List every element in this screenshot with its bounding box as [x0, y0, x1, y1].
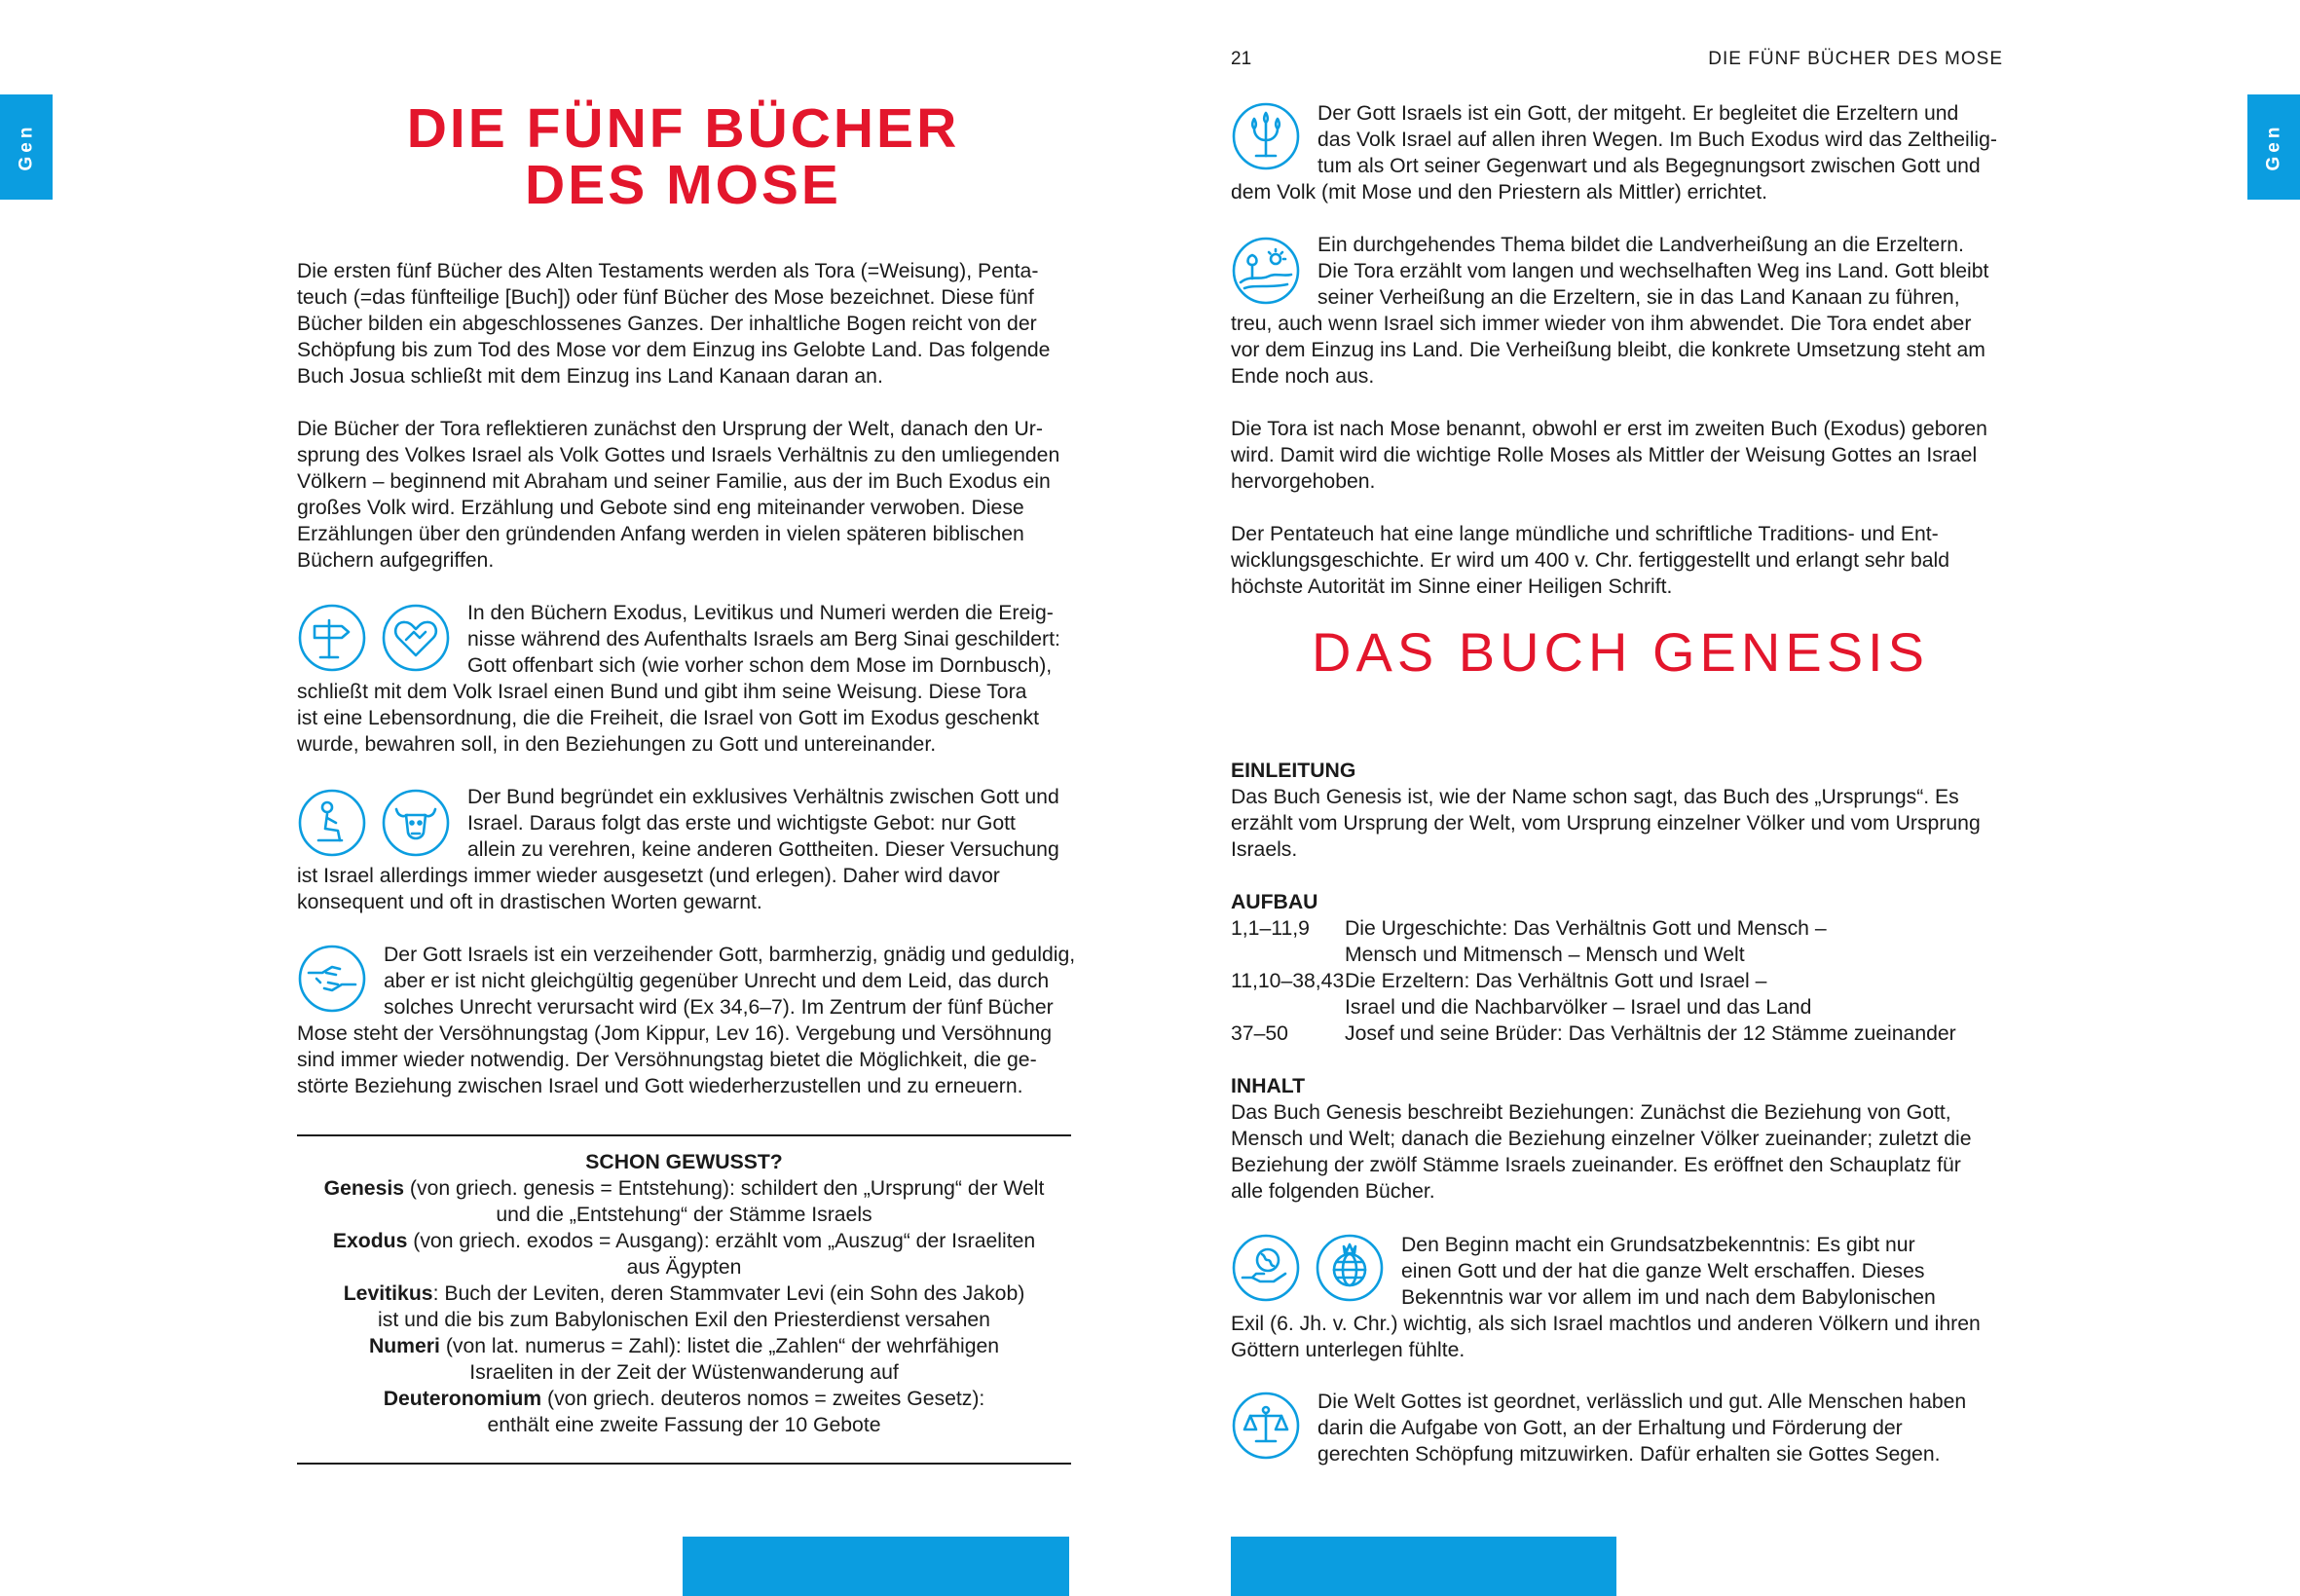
- structure-desc: Die Erzeltern: Das Verhältnis Gott und Israel –: [1345, 970, 1767, 992]
- text-line: Die Tora ist nach Mose benannt, obwohl er erst im zweiten Buch (Exodus) geboren: [1231, 418, 1987, 440]
- section-title-genesis: DAS BUCH GENESIS: [1312, 621, 1929, 683]
- term: Genesis: [323, 1177, 405, 1200]
- box-heading: SCHON GEWUSST?: [585, 1151, 783, 1173]
- structure-desc: Israel und die Nachbarvölker – Israel und das Land: [1345, 996, 1812, 1019]
- text-line: Göttern unterlegen fühlte.: [1231, 1339, 1465, 1361]
- side-tab-right: [2247, 94, 2300, 200]
- text-line: hervorgehoben.: [1231, 470, 1376, 493]
- scales-icon: [1231, 1391, 1301, 1461]
- tab-label: Gen: [2262, 123, 2283, 171]
- signpost-icon: [297, 603, 367, 673]
- text-line: Schöpfung bis zum Tod des Mose vor dem Einzug ins Gelobte Land. Das folgende: [297, 339, 1051, 361]
- text-line: Die Bücher der Tora reflektieren zunächst den Ursprung der Welt, danach den Ur-: [297, 418, 1043, 440]
- text-line: wurde, bewahren soll, in den Beziehungen zu Gott und untereinander.: [297, 733, 937, 756]
- text-line: wird. Damit wird die wichtige Rolle Moses als Mittler der Weisung Gottes an Israel: [1231, 444, 1978, 466]
- text-line: Das Buch Genesis ist, wie der Name schon sagt, das Buch des „Ursprungs“. Es: [1231, 786, 1959, 808]
- kneeling-person-icon: [297, 788, 367, 858]
- text-line: sprung des Volkes Israel als Volk Gottes und Israels Verhältnis zu den umliegenden: [297, 444, 1060, 466]
- box-entry-exodus: [297, 1228, 1071, 1254]
- text-line: Mose steht der Versöhnungstag (Jom Kippur, Lev 16). Vergebung und Versöhnung: [297, 1022, 1053, 1045]
- text-line: Den Beginn macht ein Grundsatzbekenntnis: Es gibt nur: [1401, 1234, 1915, 1256]
- text-line: Der Bund begründet ein exklusives Verhältnis zwischen Gott und: [467, 786, 1059, 808]
- box-entry-levitikus: [297, 1281, 1071, 1307]
- text-line: seiner Verheißung an die Erzeltern, sie in das Land Kanaan zu führen,: [1317, 286, 1960, 309]
- page-title-line-1: DIE FÜNF BÜCHER: [406, 97, 960, 160]
- structure-desc: Die Urgeschichte: Das Verhältnis Gott und Mensch –: [1345, 917, 1827, 940]
- text-line: sind immer wieder notwendig. Der Versöhnungstag bietet die Möglichkeit, die ge-: [297, 1049, 1037, 1071]
- text-line: einen Gott und der hat die ganze Welt erschaffen. Dieses: [1401, 1260, 1925, 1282]
- text-line: Die Tora erzählt vom langen und wechselhaften Weg ins Land. Gott bleibt: [1317, 260, 1989, 282]
- text-line: Die ersten fünf Bücher des Alten Testaments werden als Tora (=Weisung), Penta-: [297, 260, 1039, 282]
- text-line: Der Gott Israels ist ein Gott, der mitgeht. Er begleitet die Erzeltern und: [1317, 102, 1959, 125]
- text-line: alle folgenden Bücher.: [1231, 1180, 1435, 1203]
- text-line: Erzählungen über den gründenden Anfang werden in vielen späteren biblischen: [297, 523, 1024, 545]
- text-line: Israel. Daraus folgt das erste und wichtigste Gebot: nur Gott: [467, 812, 1016, 835]
- text-line: wicklungsgeschichte. Er wird um 400 v. Chr. fertiggestellt und erlangt sehr bald: [1231, 549, 1950, 572]
- text-line: Das Buch Genesis beschreibt Beziehungen: Zunächst die Beziehung von Gott,: [1231, 1101, 1951, 1124]
- text-line: Mensch und Welt; danach die Beziehung einzelner Völker zueinander; zuletzt die: [1231, 1128, 1972, 1150]
- text-line: tum als Ort seiner Gegenwart und als Begegnungsort zwischen Gott und: [1317, 155, 1981, 177]
- text-line: höchste Autorität im Sinne einer Heiligen Schrift.: [1231, 575, 1673, 598]
- page-number: 21: [1231, 49, 1252, 69]
- text-line: Die Welt Gottes ist geordnet, verlässlich und gut. Alle Menschen haben: [1317, 1391, 1967, 1413]
- text-line: Völkern – beginnend mit Abraham und seiner Familie, aus der im Buch Exodus ein: [297, 470, 1051, 493]
- text-line: darin die Aufgabe von Gott, an der Erhaltung und Förderung der: [1317, 1417, 1903, 1439]
- box-line: enthält eine zweite Fassung der 10 Gebote: [487, 1414, 881, 1436]
- heading-einleitung: EINLEITUNG: [1231, 760, 1356, 782]
- text-line: Bücher bilden ein abgeschlossenes Ganzes. Der inhaltliche Bogen reicht von der: [297, 313, 1037, 335]
- term: Levitikus: [343, 1282, 433, 1305]
- text-line: konsequent und oft in drastischen Worten gewarnt.: [297, 891, 762, 913]
- hand-globe-icon: [1231, 1233, 1301, 1303]
- definition: (von griech. genesis = Entstehung): schildert den „Ursprung“ der Welt: [404, 1177, 1045, 1200]
- text-line: solches Unrecht verursacht wird (Ex 34,6–7). Im Zentrum der fünf Bücher: [384, 996, 1054, 1019]
- text-line: teuch (=das fünfteilige [Buch]) oder fünf Bücher des Mose bezeichnet. Diese fünf: [297, 286, 1034, 309]
- bull-head-icon: [381, 788, 451, 858]
- text-line: allein zu verehren, keine anderen Gottheiten. Dieser Versuchung: [467, 838, 1059, 861]
- text-line: Exil (6. Jh. v. Chr.) wichtig, als sich Israel machtlos und anderen Völkern und ihren: [1231, 1313, 1981, 1335]
- definition: (von griech. deuteros nomos = zweites Gesetz):: [541, 1388, 985, 1410]
- box-entry-genesis: [297, 1175, 1071, 1202]
- heading-inhalt: INHALT: [1231, 1075, 1306, 1097]
- tree-icon: [1231, 101, 1301, 171]
- text-line: Gott offenbart sich (wie vorher schon dem Mose im Dornbusch),: [467, 654, 1053, 677]
- text-line: Der Gott Israels ist ein verzeihender Gott, barmherzig, gnädig und geduldig,: [384, 944, 1076, 966]
- box-line: Israeliten in der Zeit der Wüstenwanderung auf: [469, 1361, 899, 1384]
- structure-desc: Mensch und Mitmensch – Mensch und Welt: [1345, 944, 1745, 966]
- text-line: Ein durchgehendes Thema bildet die Landverheißung an die Erzeltern.: [1317, 234, 1964, 256]
- structure-ref: 11,10–38,43: [1231, 970, 1345, 992]
- box-entry-numeri: [297, 1333, 1071, 1359]
- text-line: ist eine Lebensordnung, die die Freiheit, die Israel von Gott im Exodus geschenkt: [297, 707, 1040, 729]
- text-line: Bekenntnis war vor allem im und nach dem Babylonischen: [1401, 1286, 1936, 1309]
- text-line: Der Pentateuch hat eine lange mündliche und schriftliche Traditions- und Ent-: [1231, 523, 1939, 545]
- structure-desc: Josef und seine Brüder: Das Verhältnis der 12 Stämme zueinander: [1345, 1022, 1956, 1045]
- structure-ref: 37–50: [1231, 1022, 1288, 1045]
- text-line: das Volk Israel auf allen ihren Wegen. Im Buch Exodus wird das Zeltheilig-: [1317, 129, 1997, 151]
- text-line: Buch Josua schließt mit dem Einzug ins Land Kanaan daran an.: [297, 365, 883, 388]
- text-line: ist Israel allerdings immer wieder ausgesetzt (und erlegen). Daher wird davor: [297, 865, 1000, 887]
- text-line: Büchern aufgegriffen.: [297, 549, 495, 572]
- box-rule-bottom: [297, 1463, 1071, 1465]
- text-line: vor dem Einzug ins Land. Die Verheißung bleibt, die konkrete Umsetzung steht am: [1231, 339, 1985, 361]
- running-title: DIE FÜNF BÜCHER DES MOSE: [1708, 49, 2003, 69]
- text-line: dem Volk (mit Mose und den Priestern als Mittler) errichtet.: [1231, 181, 1768, 204]
- box-line: und die „Entstehung“ der Stämme Israels: [496, 1204, 872, 1226]
- did-you-know-box: [297, 1149, 1071, 1438]
- text-line: Beziehung der zwölf Stämme Israels zueinander. Es eröffnet den Schauplatz für: [1231, 1154, 1961, 1176]
- text-line: gerechten Schöpfung mitzuwirken. Dafür erhalten sie Gottes Segen.: [1317, 1443, 1941, 1466]
- page-title-line-2: DES MOSE: [525, 154, 841, 216]
- heading-aufbau: AUFBAU: [1231, 891, 1318, 913]
- box-line: aus Ägypten: [626, 1256, 742, 1279]
- term: Numeri: [368, 1335, 440, 1357]
- definition: (von lat. numerus = Zahl): listet die „Zahlen“ der wehrfähigen: [439, 1335, 1000, 1357]
- text-line: großes Volk wird. Erzählung und Gebote sind eng miteinander verwoben. Diese: [297, 497, 1024, 519]
- reaching-hands-icon: [297, 944, 367, 1014]
- bottom-bar-left: [683, 1537, 1069, 1596]
- text-line: treu, auch wenn Israel sich immer wieder von ihm abwendet. Die Tora endet aber: [1231, 313, 1972, 335]
- definition: (von griech. exodos = Ausgang): erzählt vom „Auszug“ der Israeliten: [407, 1230, 1036, 1252]
- text-line: schließt mit dem Volk Israel einen Bund und gibt ihm seine Weisung. Diese Tora: [297, 681, 1027, 703]
- text-line: nisse während des Aufenthalts Israels am Berg Sinai geschildert:: [467, 628, 1060, 650]
- definition: : Buch der Leviten, deren Stammvater Levi (ein Sohn des Jakob): [432, 1282, 1025, 1305]
- term: Deuteronomium: [383, 1388, 542, 1410]
- globe-icon: [1315, 1233, 1385, 1303]
- heart-hands-icon: [381, 603, 451, 673]
- text-line: Ende noch aus.: [1231, 365, 1375, 388]
- text-line: Israels.: [1231, 838, 1298, 861]
- box-rule-top: [297, 1134, 1071, 1136]
- term: Exodus: [332, 1230, 408, 1252]
- box-line: ist und die bis zum Babylonischen Exil den Priesterdienst versahen: [378, 1309, 990, 1331]
- box-entry-deuteronomium: [297, 1386, 1071, 1412]
- text-line: erzählt vom Ursprung der Welt, vom Ursprung einzelner Völker und vom Ursprung: [1231, 812, 1981, 835]
- bottom-bar-right: [1231, 1537, 1616, 1596]
- text-line: aber er ist nicht gleichgültig gegenüber Unrecht und dem Leid, das durch: [384, 970, 1050, 992]
- text-line: In den Büchern Exodus, Levitikus und Numeri werden die Ereig-: [467, 602, 1054, 624]
- landscape-sun-icon: [1231, 236, 1301, 306]
- structure-ref: 1,1–11,9: [1231, 917, 1310, 940]
- side-tab-left: [0, 94, 53, 200]
- tab-label: Gen: [15, 123, 36, 171]
- text-line: störte Beziehung zwischen Israel und Gott wiederherzustellen und zu erneuern.: [297, 1075, 1023, 1097]
